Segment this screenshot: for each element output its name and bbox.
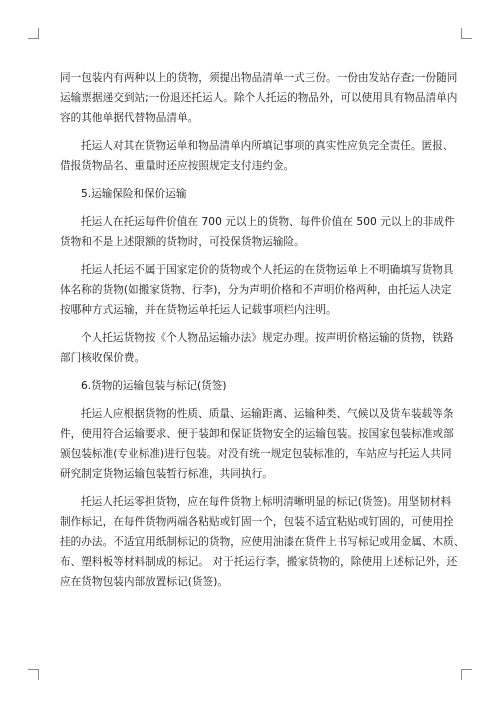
text-line: 按哪种方式运输，并在货物运单托运人记载事项栏内注明。 [60,304,337,316]
text-line: 颁包装标准(专业标准)进行包装。对没有统一规定包装标准的，车站应与托运人共同 [60,448,452,460]
paragraph [60,212,455,252]
paragraph [60,260,454,320]
paragraph [60,328,454,368]
text-line: 托运人托运零担货物，应在每件货物上标明清晰明显的标记(货签)。用坚韧材料 [81,496,452,508]
text-line: 体名称的货物(如搬家货物、行李)，分为声明价格和不声明价格两种，由托运人决定 [60,284,452,296]
text-line: 托运人应根据货物的性质、质量、运输距离、运输种类、气候以及货车装载等条 [81,408,454,420]
text-line: 运输票据递交到站;一份退还托运人。除个人托运的物品外，可以使用具有物品清单内 [60,92,458,104]
text-line: 借报货物品名、重量时还应按照规定支付违约金。 [60,160,295,172]
paragraph [60,492,465,592]
text-line: 托运人在托运每件价值在 700 元以上的货物、每件价值在 500 元以上的非成件 [81,216,455,228]
paragraph [60,404,454,484]
text-line: 托运人对其在货物运单和物品清单内所填记事项的真实性应负完全责任。匿报、 [81,140,454,152]
text-line: 同一包装内有两种以上的货物，须提出物品清单一式三份。一份由发站存查;一份随同 [60,72,458,84]
paragraph [60,136,454,176]
text-line: 部门核收保价费。 [60,352,146,364]
text-line: 托运人托运不属于国家定价的货物或个人托运的在货物运单上不明确填写货物具 [81,264,454,276]
paragraph [60,68,458,128]
text-line: 容的其他单据代替物品清单。 [60,112,199,124]
text-line: 研究制定货物运输包装暂行标准，共同执行。 [60,468,273,480]
crop-mark-top-left [28,28,39,39]
section-heading: 6.货物的运输包装与标记(货签) [81,380,227,392]
crop-mark-bottom-left [28,669,39,680]
text-line: 布、塑料板等材料制成的标记。 对于托运行李，搬家货物的，除使用上述标记外，还 [60,556,458,568]
crop-mark-top-right [461,28,472,39]
text-line: 应在货物包装内部放置标记(货签)。 [60,576,229,588]
document-body [60,68,465,600]
crop-mark-bottom-right [461,669,472,680]
text-line: 个人托运货物按《个人物品运输办法》规定办理。按声明价格运输的货物，铁路 [81,332,454,344]
text-line: 挂的办法。不适宜用纸制标记的货物，应使用油漆在货件上书写标记或用金属、木质、 [60,536,465,548]
text-line: 货物和不是上述限额的货物时，可投保货物运输险。 [60,236,305,248]
text-line: 制作标记，在每件货物两端各粘贴或钉固一个，包装不适宜粘贴或钉固的，可使用拴 [60,516,454,528]
section-heading: 5.运输保险和保价运输 [81,188,187,200]
text-line: 件，使用符合运输要求、便于装卸和保证货物安全的运输包装。按国家包装标准或部 [60,428,454,440]
